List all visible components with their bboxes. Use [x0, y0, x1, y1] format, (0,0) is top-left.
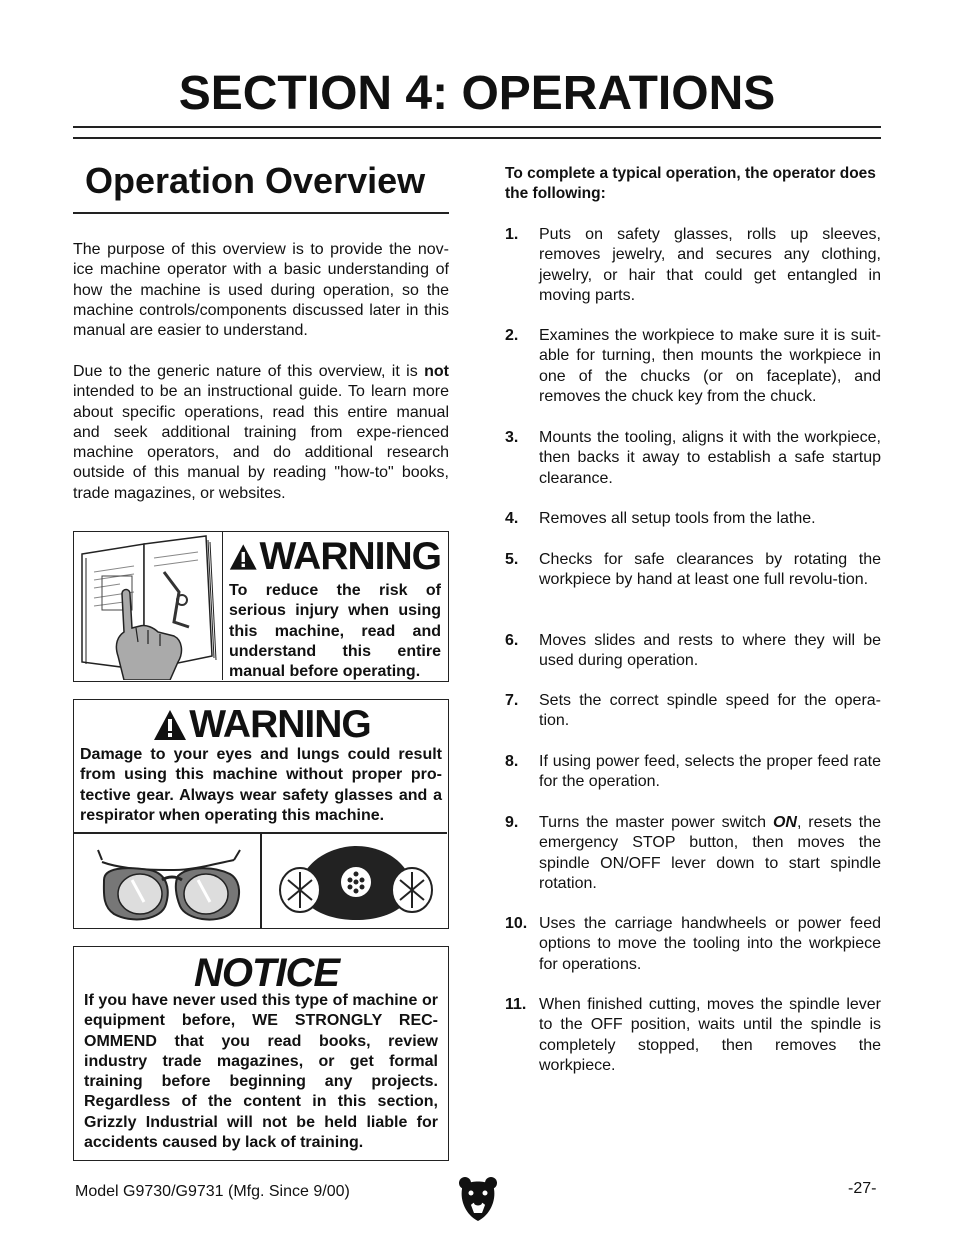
- warning-heading: WARNING: [229, 535, 441, 579]
- warning-box-manual: [73, 531, 449, 682]
- footer-model: Model G9730/G9731 (Mfg. Since 9/00): [75, 1183, 350, 1200]
- warning-box-protective-gear: [73, 699, 449, 929]
- notice-text: If you have never used this type of machine or equipment before, WE STRONGLY REC-OMMEND that you read books, review industry trade magazines, or get formal training before beginning any projects. Regardless of the content in this section, Grizzly Industrial will not be held liable for accidents caused by lack of training.: [84, 992, 438, 1152]
- warning-content-manual: [229, 535, 441, 682]
- intro-paragraph: The purpose of this overview is to provide the nov-ice machine operator with a basic understanding of how the machine is used during operation, so the machine controls/components discussed later in this manual are easier to understand.: [73, 241, 449, 340]
- procedure-step-6: 6. Moves slides and rests to where they will be used during operation.: [505, 632, 881, 670]
- procedure-step-3: 3. Mounts the tooling, aligns it with the workpiece, then backs it away to establish a safe startup clearance.: [505, 429, 881, 487]
- manual-reading-hand-icon: [74, 532, 223, 680]
- procedure-step-11: 11. When finished cutting, moves the spindle lever to the OFF position, waits until the spindle is completely stopped, then removes the workpiece.: [505, 996, 881, 1074]
- generic-paragraph: Due to the generic nature of this overview, it is not intended to be an instructional guide. To learn more about specific operations, read this entire manual and seek additional training from expe-rienced machine operators, and do additional research outside of this manual by reading "how-to" books, trade magazines, or websites.: [73, 363, 449, 502]
- warning-images-separator: [260, 832, 262, 928]
- title-divider-top: [73, 126, 881, 128]
- procedure-step-2: 2. Examines the workpiece to make sure it is suit-able for turning, then mounts the workpiece in one of the chucks (or on faceplate), and removes the chuck key from the chuck.: [505, 327, 881, 405]
- procedure-step-10: 10. Uses the carriage handwheels or power feed options to move the tooling into the workpiece for operations.: [505, 915, 881, 973]
- warning-triangle-icon: [229, 541, 258, 573]
- overview-heading: Operation Overview: [85, 160, 426, 201]
- notice-heading: NOTICE: [194, 951, 340, 995]
- warning-heading-wrapper: [74, 703, 450, 747]
- warning-text-protective-gear: Damage to your eyes and lungs could result from using this machine without proper pro-tective gear. Always wear safety glasses and a respirator when operating this machine.: [80, 746, 442, 824]
- warning-heading: WARNING: [74, 703, 450, 747]
- procedure-step-7: 7. Sets the correct spindle speed for the opera-tion.: [505, 692, 881, 730]
- procedure-step-9: 9. Turns the master power switch ON, resets the emergency STOP button, then moves the spindle ON/OFF lever down to start spindle rotation.: [505, 814, 881, 892]
- section-title: SECTION 4: OPERATIONS: [178, 67, 776, 120]
- procedure-step-1: 1. Puts on safety glasses, rolls up sleeves, removes jewelry, and secures any clothing, jewelry, or hair that could get entangled in moving parts.: [505, 226, 881, 304]
- grizzly-bear-logo-icon: [458, 1175, 498, 1223]
- warning-text-manual: To reduce the risk of serious injury when using this machine, read and understand this entire manual before operating.: [229, 582, 441, 681]
- procedure-intro: To complete a typical operation, the operator does the following:: [505, 165, 876, 203]
- procedure-step-8: 8. If using power feed, selects the proper feed rate for the operation.: [505, 753, 881, 791]
- notice-box: [73, 946, 449, 1161]
- procedure-step-5: 5. Checks for safe clearances by rotating the workpiece by hand at least one full revolu-tion.: [505, 551, 881, 589]
- respirator-icon: [270, 840, 442, 926]
- page-number: -27-: [848, 1180, 877, 1197]
- procedure-step-4: 4. Removes all setup tools from the lathe.: [505, 510, 816, 527]
- warning-triangle-icon: [153, 709, 187, 741]
- title-divider-bottom: [73, 137, 881, 139]
- overview-divider: [73, 212, 449, 214]
- safety-glasses-icon: [84, 840, 254, 926]
